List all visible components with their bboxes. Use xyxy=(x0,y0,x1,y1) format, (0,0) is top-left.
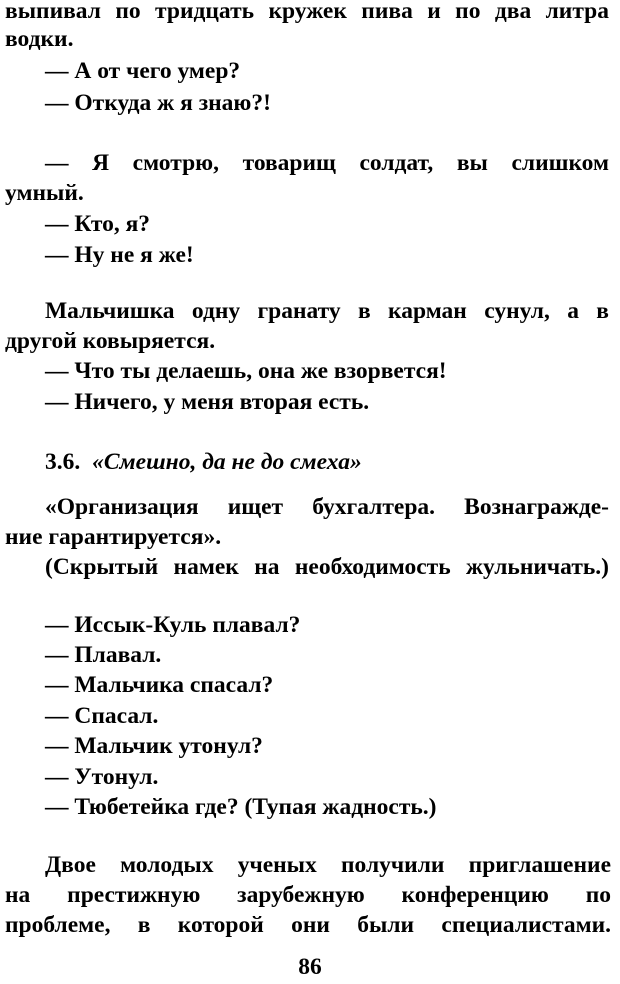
dialogue-line: — Утонул. xyxy=(45,764,159,790)
dialogue-line: — Спасал. xyxy=(45,703,159,729)
dialogue-line: — Я смотрю, товарищ солдат, вы слишком xyxy=(45,150,609,176)
section-number: 3.6. xyxy=(45,449,81,475)
text-line: выпивал по тридцать кружек пива и по два литра xyxy=(5,0,609,24)
text-line: проблеме, в которой они были специалистами. xyxy=(5,912,611,938)
section-heading xyxy=(45,447,362,477)
dialogue-line: — Иссык-Куль плавал? xyxy=(45,612,301,638)
text-line: Двое молодых ученых получили приглашение xyxy=(45,852,611,878)
dialogue-line: — Кто, я? xyxy=(45,211,151,237)
text-line: умный. xyxy=(5,180,84,206)
dialogue-line: — Ничего, у меня вторая есть. xyxy=(45,389,370,415)
text-line: на престижную зарубежную конференцию по xyxy=(5,882,611,908)
dialogue-line: — Ну не я же! xyxy=(45,242,194,268)
dialogue-line: — А от чего умер? xyxy=(45,58,241,84)
text-line: другой ковыряется. xyxy=(5,328,216,354)
text-line: ние гарантируется». xyxy=(5,524,222,550)
section-title: «Смешно, да не до смеха» xyxy=(92,449,362,475)
dialogue-line: — Мальчика спасал? xyxy=(45,672,274,698)
dialogue-line: — Плавал. xyxy=(45,642,162,668)
text-line: (Скрытый намек на необходимость жульничать.) xyxy=(45,554,609,580)
dialogue-line: — Что ты делаешь, она же взорвется! xyxy=(45,358,447,384)
text-line: водки. xyxy=(5,26,74,52)
dialogue-line: — Откуда ж я знаю?! xyxy=(45,90,271,116)
dialogue-line: — Тюбетейка где? (Тупая жадность.) xyxy=(45,794,437,820)
page-number: 86 xyxy=(298,954,322,980)
text-line: «Организация ищет бухгалтера. Вознагражде- xyxy=(45,494,609,520)
dialogue-line: — Мальчик утонул? xyxy=(45,733,263,759)
text-line: Мальчишка одну гранату в карман сунул, а в xyxy=(45,298,609,324)
